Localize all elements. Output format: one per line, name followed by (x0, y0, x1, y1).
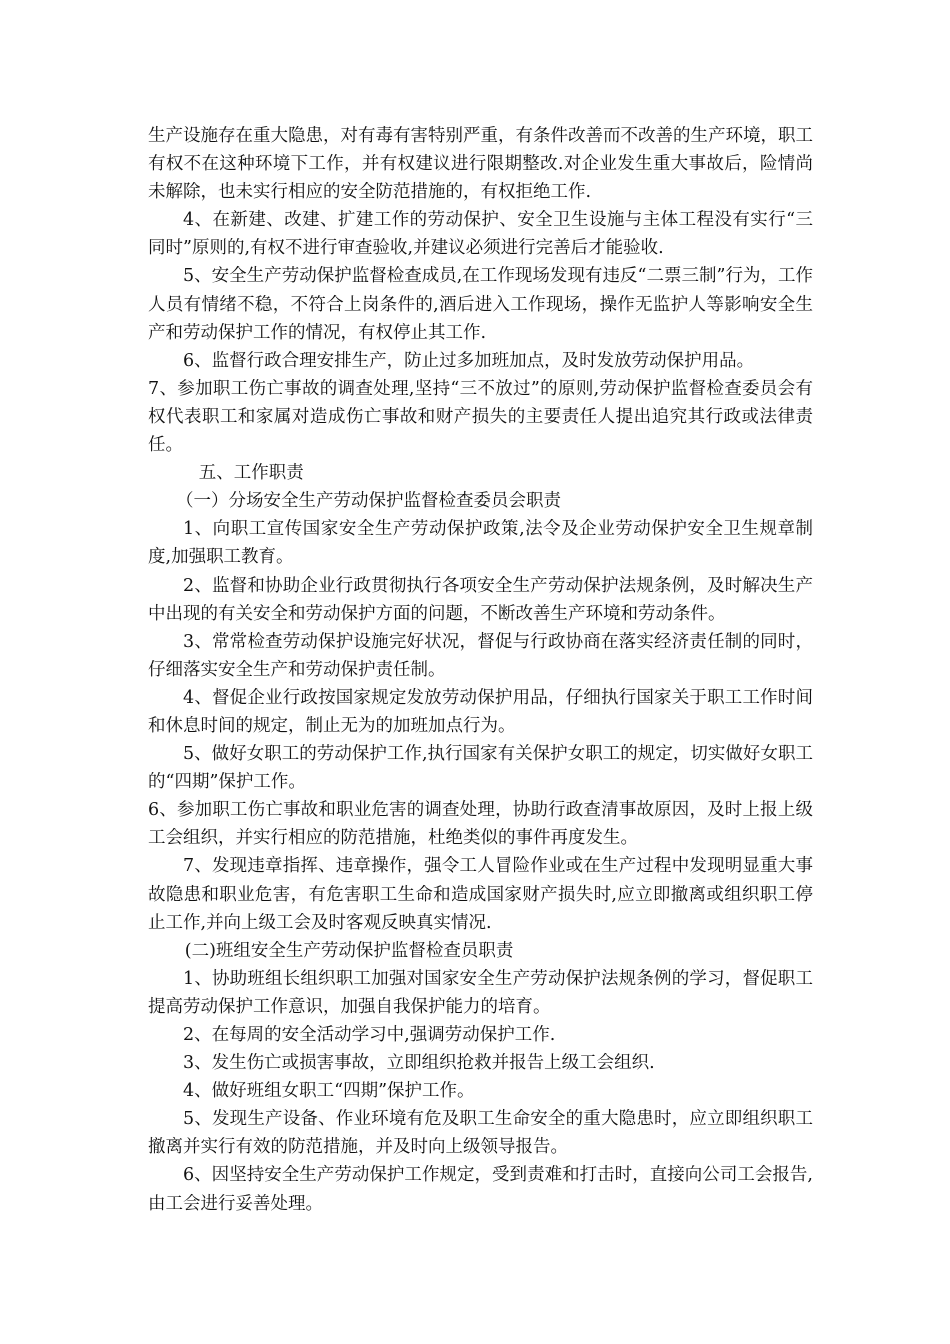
paragraph-committee-duty-4: 4、督促企业行政按国家规定发放劳动保护用品，仔细执行国家关于职工工作时间和休息时间的规定，制止无为的加班加点行为。 (148, 687, 813, 736)
paragraph-item-7-accident-investigation: 7、参加职工伤亡事故的调查处理,坚持“三不放过”的原则,劳动保护监督检查委员会有权代表职工和家属对造成伤亡事故和财产损失的主要责任人提出追究其行政或法律责任。 (148, 378, 813, 456)
paragraph-inspector-duty-5: 5、发现生产设备、作业环境有危及职工生命安全的重大隐患时，应立即组织职工撤离并实行有效的防范措施，并及时向上级领导报告。 (148, 1109, 813, 1158)
paragraph-committee-duty-5: 5、做好女职工的劳动保护工作,执行国家有关保护女职工的规定，切实做好女职工的“四期”保护工作。 (148, 744, 813, 793)
subsection-heading-committee: （一）分场安全生产劳动保护监督检查委员会职责 (176, 491, 561, 512)
paragraph-committee-duty-7: 7、发现违章指挥、违章操作，强令工人冒险作业或在生产过程中发现明显重大事故隐患和职业危害，有危害职工生命和造成国家财产损失时,应立即撤离或组织职工停止工作,并向上级工会及时客观反映真实情况. (148, 856, 813, 933)
paragraph-item-5-stop-work: 5、安全生产劳动保护监督检查成员,在工作现场发现有违反“二票三制”行为，工作人员有情绪不稳，不符合上岗条件的,酒后进入工作现场，操作无监护人等影响安全生产和劳动保护工作的情况，有权停止其工作. (148, 266, 813, 343)
paragraph-inspector-duty-4: 4、做好班组女职工“四期”保护工作。 (183, 1081, 475, 1102)
paragraph-committee-duty-3: 3、常常检查劳动保护设施完好状况，督促与行政协商在落实经济责任制的同时，仔细落实安全生产和劳动保护责任制。 (148, 631, 813, 680)
paragraph-item-4-three-simultaneous: 4、在新建、改建、扩建工作的劳动保护、安全卫生设施与主体工程没有实行“三同时”原则的,有权不进行审查验收,并建议必须进行完善后才能验收. (148, 210, 813, 259)
paragraph-inspector-duty-2: 2、在每周的安全活动学习中,强调劳动保护工作. (183, 1025, 556, 1045)
subsection-heading-team-inspector: (二)班组安全生产劳动保护监督检查员职责 (184, 940, 514, 961)
section-heading-duties: 五、工作职责 (198, 463, 304, 484)
paragraph-committee-duty-2: 2、监督和协助企业行政贯彻执行各项安全生产劳动保护法规条例，及时解决生产中出现的有关安全和劳动保护方面的问题，不断改善生产环境和劳动条件。 (148, 575, 813, 624)
paragraph-inspector-duty-3: 3、发生伤亡或损害事故，立即组织抢救并报告上级工会组织. (183, 1053, 655, 1074)
paragraph-item-6-overtime: 6、监督行政合理安排生产，防止过多加班加点，及时发放劳动保护用品。 (183, 350, 755, 371)
document-body (148, 122, 813, 1218)
paragraph-inspector-duty-6: 6、因坚持安全生产劳动保护工作规定，受到责难和打击时，直接向公司工会报告,由工会进行妥善处理。 (148, 1165, 813, 1214)
paragraph-committee-duty-1: 1、向职工宣传国家安全生产劳动保护政策,法令及企业劳动保护安全卫生规章制度,加强职工教育。 (148, 519, 813, 568)
paragraph-inspector-duty-1: 1、协助班组长组织职工加强对国家安全生产劳动保护法规条例的学习，督促职工提高劳动保护工作意识，加强自我保护能力的培育。 (148, 968, 813, 1017)
paragraph-hazard-refusal: 生产设施存在重大隐患，对有毒有害特别严重，有条件改善而不改善的生产环境，职工有权不在这种环境下工作，并有权建议进行限期整改.对企业发生重大事故后，险情尚未解除，也未实行相应的安全防范措施的，有权拒绝工作. (148, 126, 813, 203)
paragraph-committee-duty-6: 6、参加职工伤亡事故和职业危害的调查处理，协助行政查清事故原因，及时上报上级工会组织，并实行相应的防范措施，杜绝类似的事件再度发生。 (148, 800, 813, 849)
